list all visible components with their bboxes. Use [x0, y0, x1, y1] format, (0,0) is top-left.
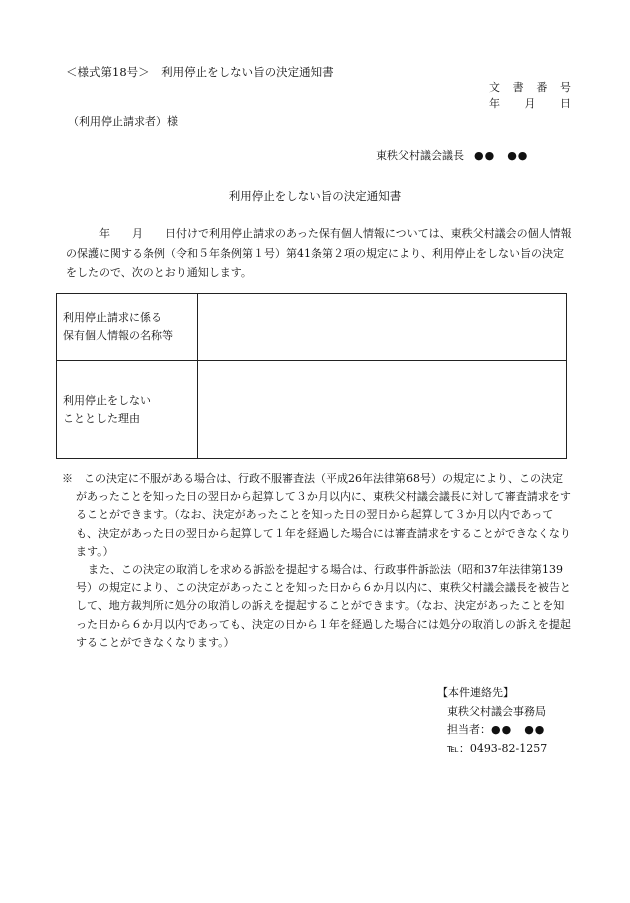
contact-tel: ℡：0493-82-1257 — [447, 741, 548, 755]
label-line: 保有個人情報の名称等 — [63, 329, 173, 342]
table-row — [57, 361, 567, 459]
body-text: 年 月 日付けで利用停止請求のあった保有個人情報については、東秩父村議会の個人情報の保護に関する条例（令和５年条例第１号）第41条第２項の規定により、利用停止をしない旨の決定をしたので、次のとおり通知します。 — [66, 227, 572, 279]
label-line: こととした理由 — [63, 411, 140, 425]
row-value-reason — [198, 361, 567, 459]
document-number-label — [489, 80, 571, 97]
contact-person-redacted: ●● ●● — [491, 723, 546, 736]
table-row — [57, 294, 567, 361]
label-line: 利用停止請求に係る — [63, 311, 162, 324]
sender-redacted-name: ●● ●● — [474, 149, 529, 162]
sender — [376, 148, 528, 165]
date-line — [489, 96, 571, 113]
contact-office: 東秩父村議会事務局 — [447, 704, 546, 718]
contact-heading: 【本件連絡先】 — [437, 686, 514, 699]
note-appeal: ※ この決定に不服がある場合は、行政不服審査法（平成26年法律第68号）の規定により、この決定があったことを知った日の翌日から起算して３か月以内に、東秩父村議会議長に対して審査請求をすることができます。（なお、決定があったことを知った日の翌日から起算して３か月以内であっても、決定があった日の翌日から起算して１年を経過した場合には審査請求をすることができなくなります。） — [62, 472, 571, 558]
sender-name: 東秩父村議会議長 — [376, 149, 464, 162]
date-day: 日 — [560, 97, 571, 110]
row-label-reason — [57, 361, 198, 459]
info-table — [56, 293, 567, 459]
row-value-info-name — [198, 294, 567, 361]
contact-block — [437, 684, 547, 758]
docnum-char: 文 — [489, 81, 500, 94]
addressee: （利用停止請求者）様 — [68, 115, 178, 128]
notes — [62, 470, 572, 652]
docnum-char: 号 — [559, 81, 571, 94]
note-lawsuit: また、この決定の取消しを求める訴訟を提起する場合は、行政事件訴訟法（昭和37年法律第139号）の規定により、この決定があったことを知った日から６か月以内に、東秩父村議会議長を被告として、地方裁判所に処分の取消しの訴えを提起することができます。（なお、決定があったことを知った日から６か月以内であっても、決定の日から１年を経過した場合には処分の取消しの訴えを提起することができなくなります。） — [76, 563, 571, 649]
date-month: 月 — [524, 97, 536, 110]
form-number: ＜様式第18号＞ 利用停止をしない旨の決定通知書 — [66, 65, 334, 79]
contact-person-label: 担当者： — [447, 723, 491, 736]
docnum-char: 書 — [512, 81, 524, 94]
docnum-char: 番 — [536, 81, 548, 94]
row-label-info-name — [57, 294, 198, 361]
contact-person — [437, 721, 547, 740]
label-line: 利用停止をしない — [63, 393, 151, 407]
document-title: 利用停止をしない旨の決定通知書 — [228, 189, 402, 203]
date-year: 年 — [489, 97, 500, 110]
